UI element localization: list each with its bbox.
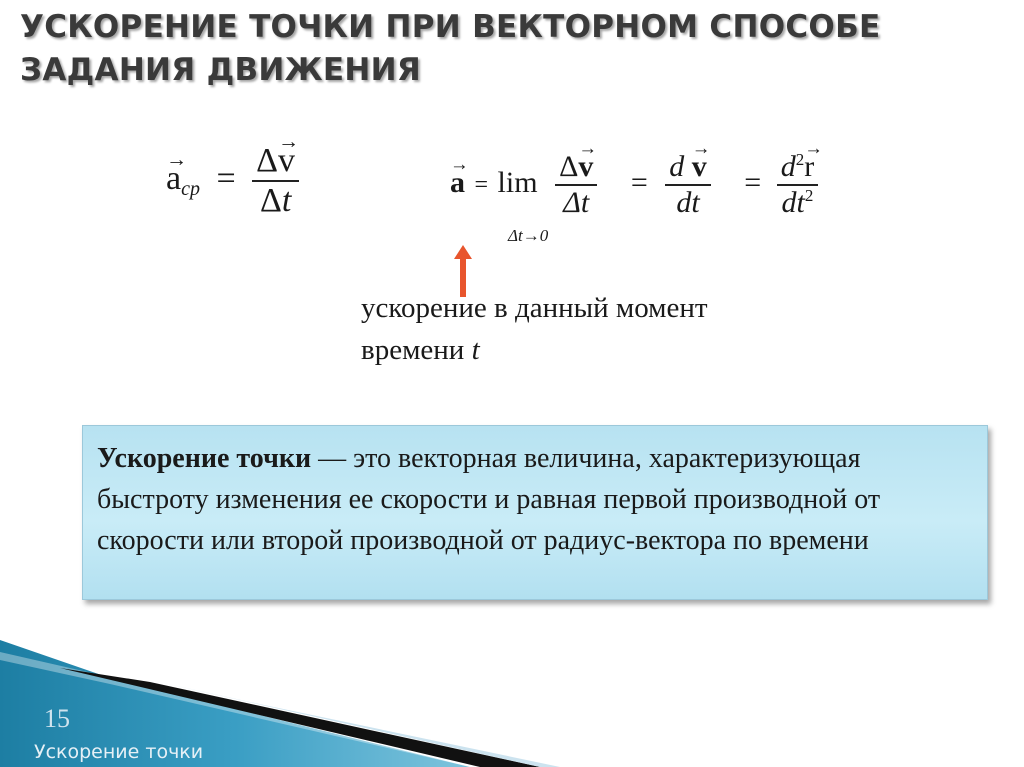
exponent-2: 2 — [804, 186, 814, 205]
t-symbol: t — [281, 182, 292, 219]
delta-symbol: Δ — [559, 150, 579, 183]
d-symbol: d — [669, 150, 685, 183]
equals-sign: = — [744, 165, 762, 199]
lim-subscript: Δt→0 — [508, 226, 549, 245]
dt-denominator: dt — [781, 186, 805, 219]
fraction-dv-dt — [252, 142, 299, 220]
delta-t-denominator: Δt — [555, 184, 597, 220]
vector-v-bold: → v — [692, 150, 707, 184]
formula-instant-acceleration — [450, 150, 818, 220]
vector-a-symbol: → a — [166, 160, 181, 198]
equals-sign: = — [474, 171, 489, 198]
annotation-line-2 — [361, 329, 708, 371]
equals-sign: = — [216, 159, 236, 197]
vector-v-symbol: → v — [278, 142, 295, 180]
vector-v-bold: → v — [578, 150, 593, 184]
equals-sign: = — [630, 165, 648, 199]
formula-average-acceleration — [166, 142, 299, 220]
vector-a-bold: → a — [450, 166, 465, 200]
exponent-2: 2 — [795, 150, 805, 169]
definition-box — [82, 425, 988, 600]
lim-operator: lim — [497, 165, 538, 199]
d-symbol: d — [780, 150, 796, 183]
definition-body: — это векторная величина, характеризующая быстроту изменения ее скорости и равная первой производной от скорости или второй производной от радиус-вектора по времени — [97, 443, 881, 556]
annotation-line-1: ускорение в данный момент — [361, 292, 708, 324]
dt-denominator: dt — [665, 184, 711, 220]
vector-r-symbol: → r — [804, 150, 814, 184]
fraction-dv-dt-derivative — [665, 150, 711, 220]
slide-title: УСКОРЕНИЕ ТОЧКИ ПРИ ВЕКТОРНОМ СПОСОБЕ ЗАДАНИЯ ДВИЖЕНИЯ — [20, 9, 881, 88]
subscript-sr: ср — [181, 177, 200, 200]
footer-label: Ускорение точки — [34, 741, 204, 763]
delta-symbol: Δ — [256, 142, 279, 179]
definition-term: Ускорение точки — [97, 443, 312, 474]
delta-symbol: Δ — [259, 182, 282, 219]
page-number: 15 — [44, 704, 70, 733]
annotation-text — [361, 287, 708, 371]
annotation-line-2-text: времени — [361, 334, 472, 366]
fraction-d2r-dt2 — [777, 150, 819, 220]
t-symbol: t — [471, 334, 480, 366]
fraction-delta-v-delta-t — [555, 150, 597, 220]
